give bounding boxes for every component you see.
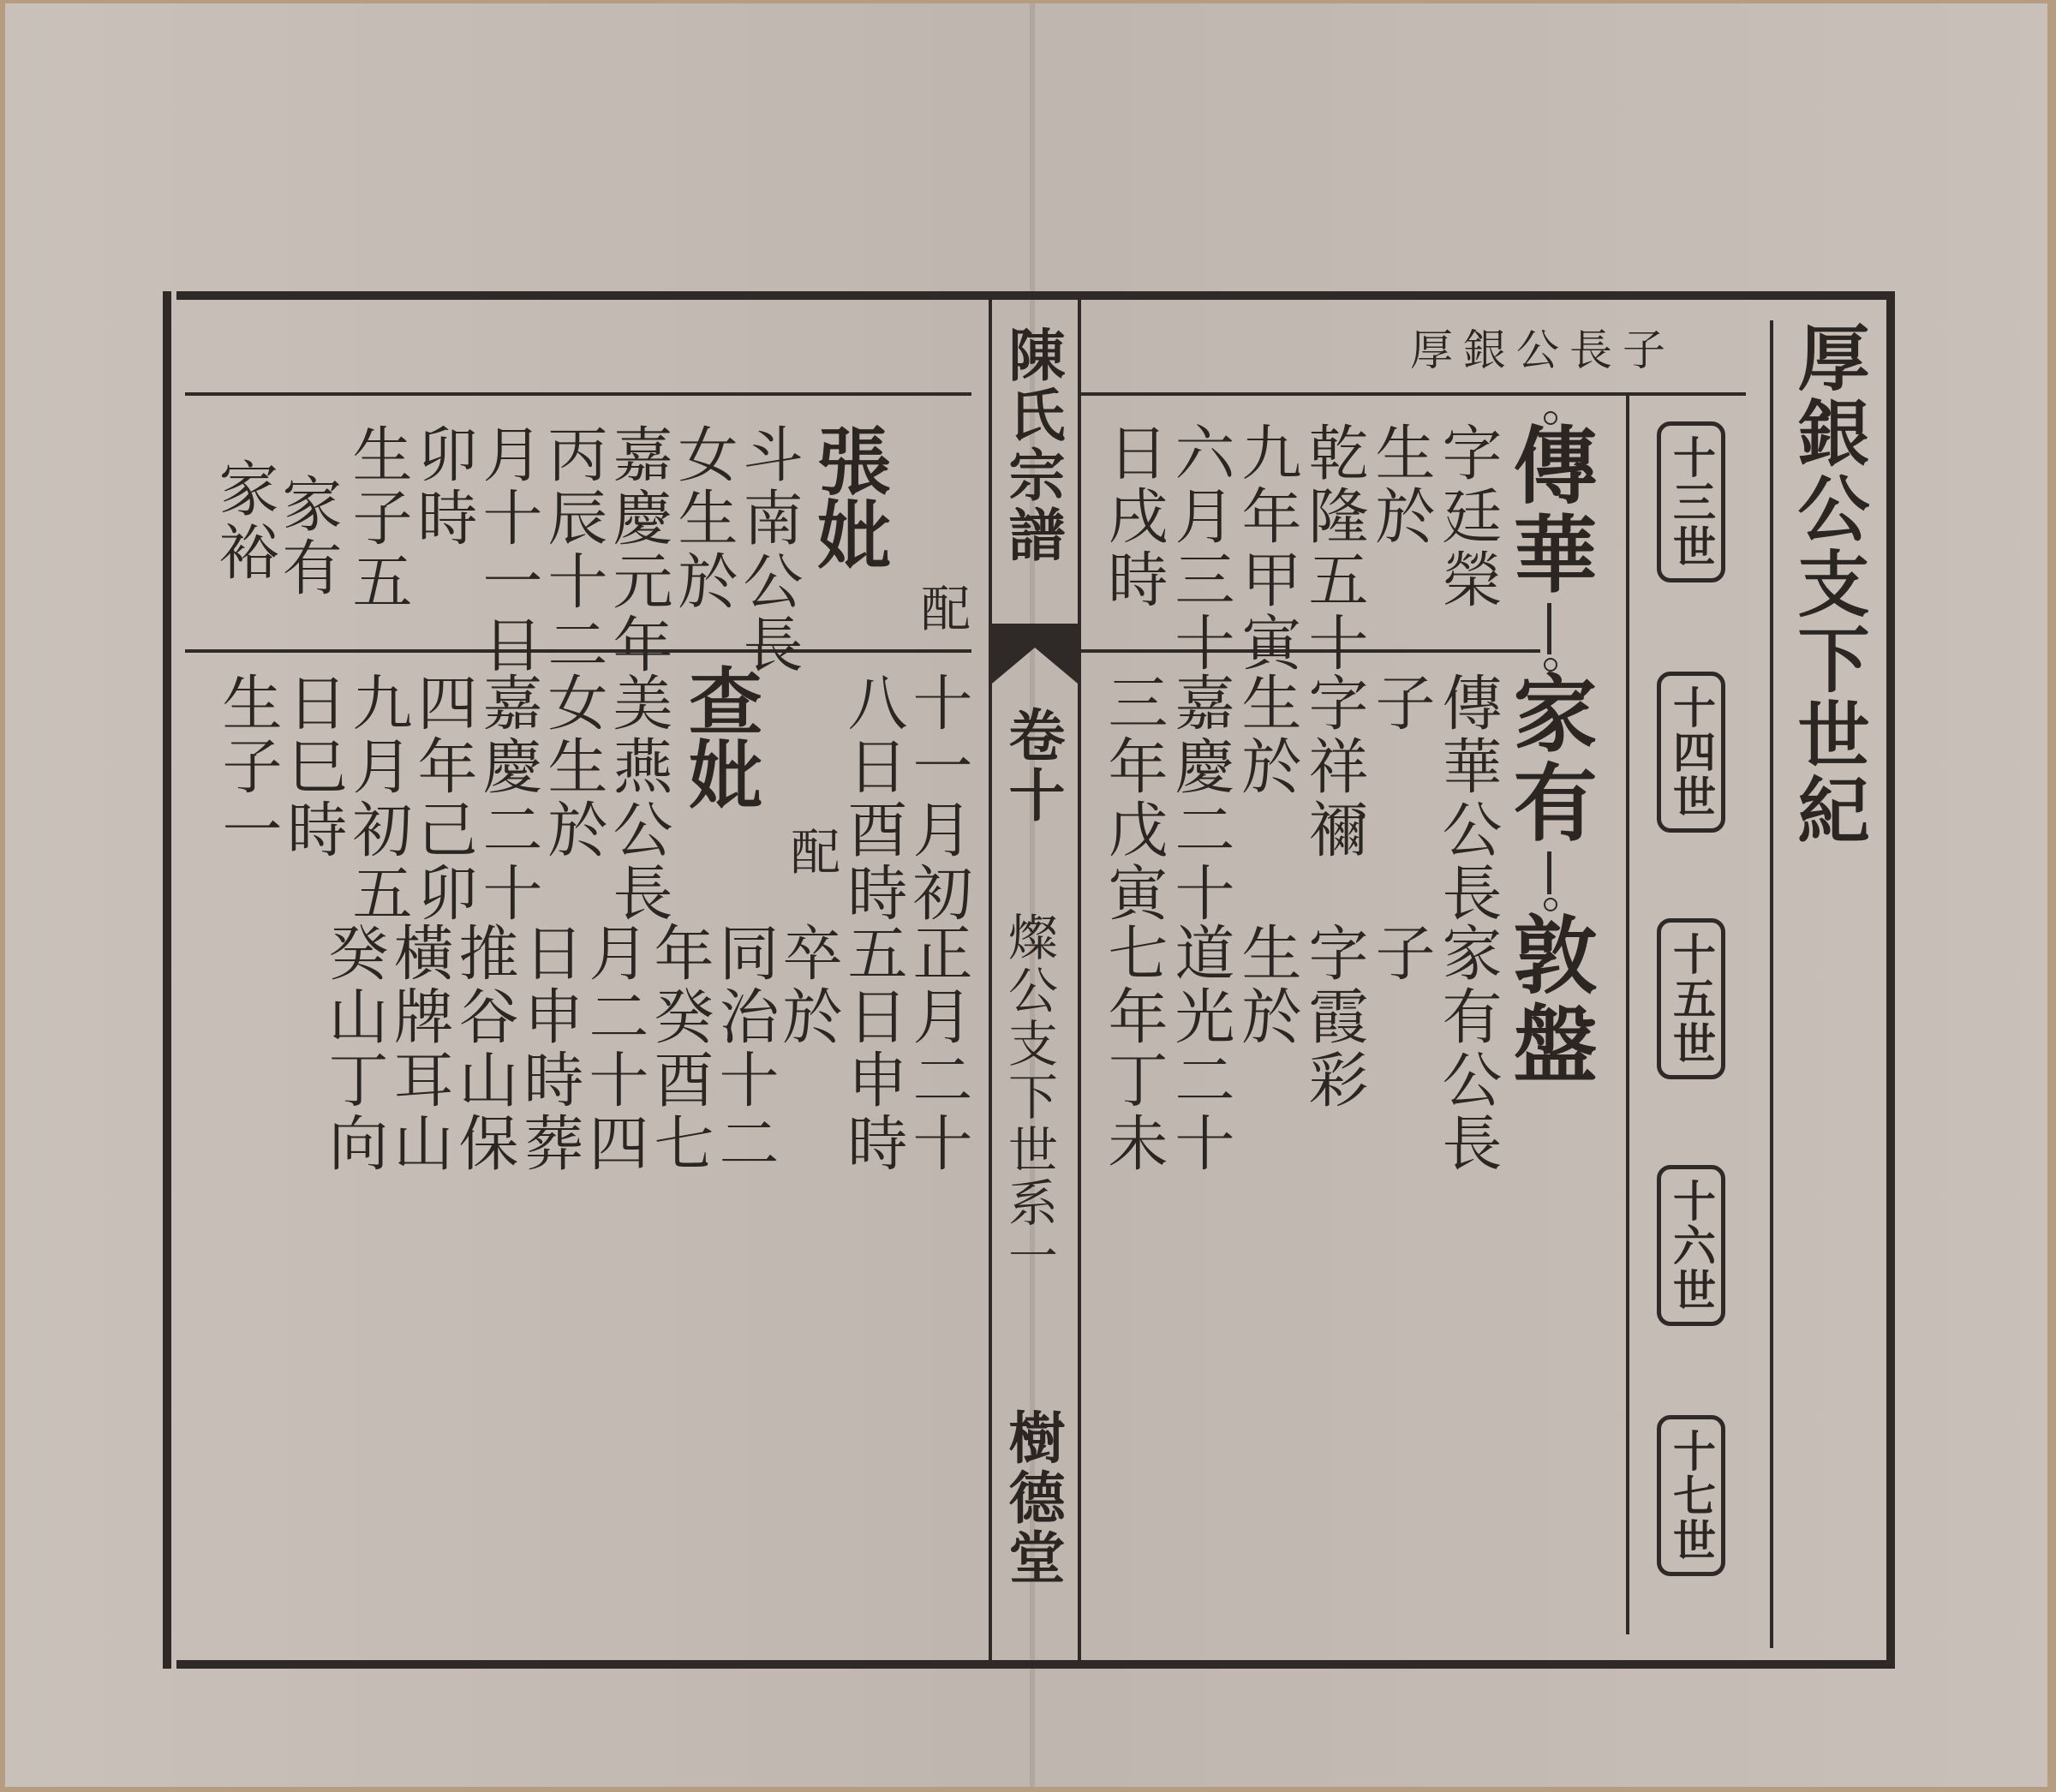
death-detail: 五日申時 bbox=[838, 922, 908, 1175]
detail-column: 九年甲寅 bbox=[1232, 421, 1302, 675]
detail-column: 七年丁未 bbox=[1098, 922, 1168, 1175]
detail-column: 傳華公長 bbox=[1432, 672, 1503, 925]
spine-title: 陳氏宗譜 bbox=[999, 326, 1066, 565]
generation-badge: 十四世 bbox=[1657, 672, 1725, 833]
spouse-detail: 月十一日 bbox=[473, 423, 543, 677]
spouse-label: 配 bbox=[912, 582, 971, 637]
spouse-detail: 斗南公長 bbox=[733, 423, 804, 677]
spouse-detail: 八日酉時 bbox=[838, 672, 908, 925]
spouse-detail: 十一月初 bbox=[903, 672, 973, 925]
lineage-connector bbox=[1547, 603, 1551, 654]
spouse-detail: 生子一 bbox=[212, 672, 283, 862]
detail-column: 三年戊寅 bbox=[1098, 672, 1168, 925]
spouse-label: 配 bbox=[782, 826, 840, 881]
lineage-gen1: 傳華 bbox=[1499, 421, 1598, 600]
genealogy-page bbox=[5, 3, 2047, 1787]
detail-column: 字祥禰 bbox=[1299, 672, 1369, 862]
lineage-connector bbox=[1547, 851, 1551, 894]
death-detail: 正月二十 bbox=[903, 922, 973, 1175]
detail-column: 道光二十 bbox=[1165, 922, 1235, 1175]
spouse-detail: 日巳時 bbox=[278, 672, 348, 862]
death-detail: 推谷山保 bbox=[449, 922, 519, 1175]
frame-bottom bbox=[176, 1660, 1890, 1669]
spouse-name: 查妣 bbox=[676, 663, 762, 810]
detail-column: 家有公長 bbox=[1432, 922, 1503, 1175]
detail-column: 生於 bbox=[1366, 421, 1436, 548]
spouse-detail: 生子五 bbox=[343, 423, 413, 613]
death-detail: 月二十四 bbox=[579, 922, 649, 1175]
detail-column: 字廷榮 bbox=[1432, 421, 1503, 612]
lineage-dot bbox=[1544, 898, 1557, 911]
death-detail: 同治十二 bbox=[709, 922, 780, 1175]
death-detail: 卒於 bbox=[773, 922, 843, 1048]
frame-left bbox=[163, 291, 171, 1669]
generation-badge: 十七世 bbox=[1657, 1415, 1725, 1576]
detail-column: 嘉慶二十 bbox=[1165, 672, 1235, 925]
detail-column: 日戌時 bbox=[1098, 421, 1168, 612]
frame-top bbox=[176, 291, 1890, 300]
spouse-detail: 女生於 bbox=[538, 672, 608, 862]
spouse-detail: 美燕公長 bbox=[603, 672, 673, 925]
right-top-rule bbox=[1078, 392, 1746, 396]
spouse-detail: 嘉慶元年 bbox=[603, 423, 673, 677]
detail-column: 子 bbox=[1366, 672, 1436, 735]
spine-fishtail bbox=[992, 624, 1078, 684]
spouse-name: 張妣 bbox=[804, 423, 891, 570]
spouse-detail: 家裕 bbox=[209, 457, 279, 584]
detail-column: 生於 bbox=[1232, 672, 1302, 798]
detail-column: 乾隆五十 bbox=[1299, 421, 1369, 675]
generation-badge: 十五世 bbox=[1657, 918, 1725, 1079]
spouse-detail: 丙辰十二 bbox=[538, 423, 608, 677]
detail-column: 六月三十 bbox=[1165, 421, 1235, 675]
spouse-detail: 家有 bbox=[272, 473, 343, 600]
death-detail: 癸山丁向 bbox=[319, 922, 389, 1175]
lineage-gen3: 敦盤 bbox=[1499, 911, 1598, 1090]
spouse-detail: 卯時 bbox=[408, 423, 478, 550]
detail-column: 子 bbox=[1366, 922, 1436, 985]
gen-col-right-rule bbox=[1770, 320, 1773, 1648]
frame-right bbox=[1886, 291, 1895, 1669]
spouse-detail: 嘉慶二十 bbox=[473, 672, 543, 925]
death-detail: 日申時葬 bbox=[514, 922, 584, 1175]
spouse-detail: 四年己卯 bbox=[408, 672, 478, 925]
spine-left-rule bbox=[989, 300, 992, 1660]
spine-section: 燦公支下世系一 bbox=[1000, 911, 1058, 1283]
detail-column: 生於 bbox=[1232, 922, 1302, 1048]
generation-badge: 十三世 bbox=[1657, 421, 1725, 582]
gen-col-left-rule bbox=[1626, 392, 1629, 1634]
spine-hall: 樹德堂 bbox=[999, 1408, 1066, 1588]
page-title: 厚銀公支下世紀 bbox=[1786, 320, 1871, 848]
spine-right-rule bbox=[1078, 300, 1081, 1660]
death-detail: 年癸酉七 bbox=[644, 922, 714, 1175]
spouse-detail: 九月初五 bbox=[343, 672, 413, 925]
death-detail: 橫牌耳山 bbox=[384, 922, 454, 1175]
detail-column: 字霞彩 bbox=[1299, 922, 1369, 1112]
lineage-gen2: 家有 bbox=[1499, 670, 1598, 848]
left-top-rule bbox=[185, 392, 971, 396]
spouse-detail: 女生於 bbox=[668, 423, 738, 613]
spine-volume: 卷十 bbox=[999, 706, 1066, 826]
generation-badge: 十六世 bbox=[1657, 1165, 1725, 1326]
header-note: 厚銀公長子 bbox=[1410, 326, 1676, 375]
